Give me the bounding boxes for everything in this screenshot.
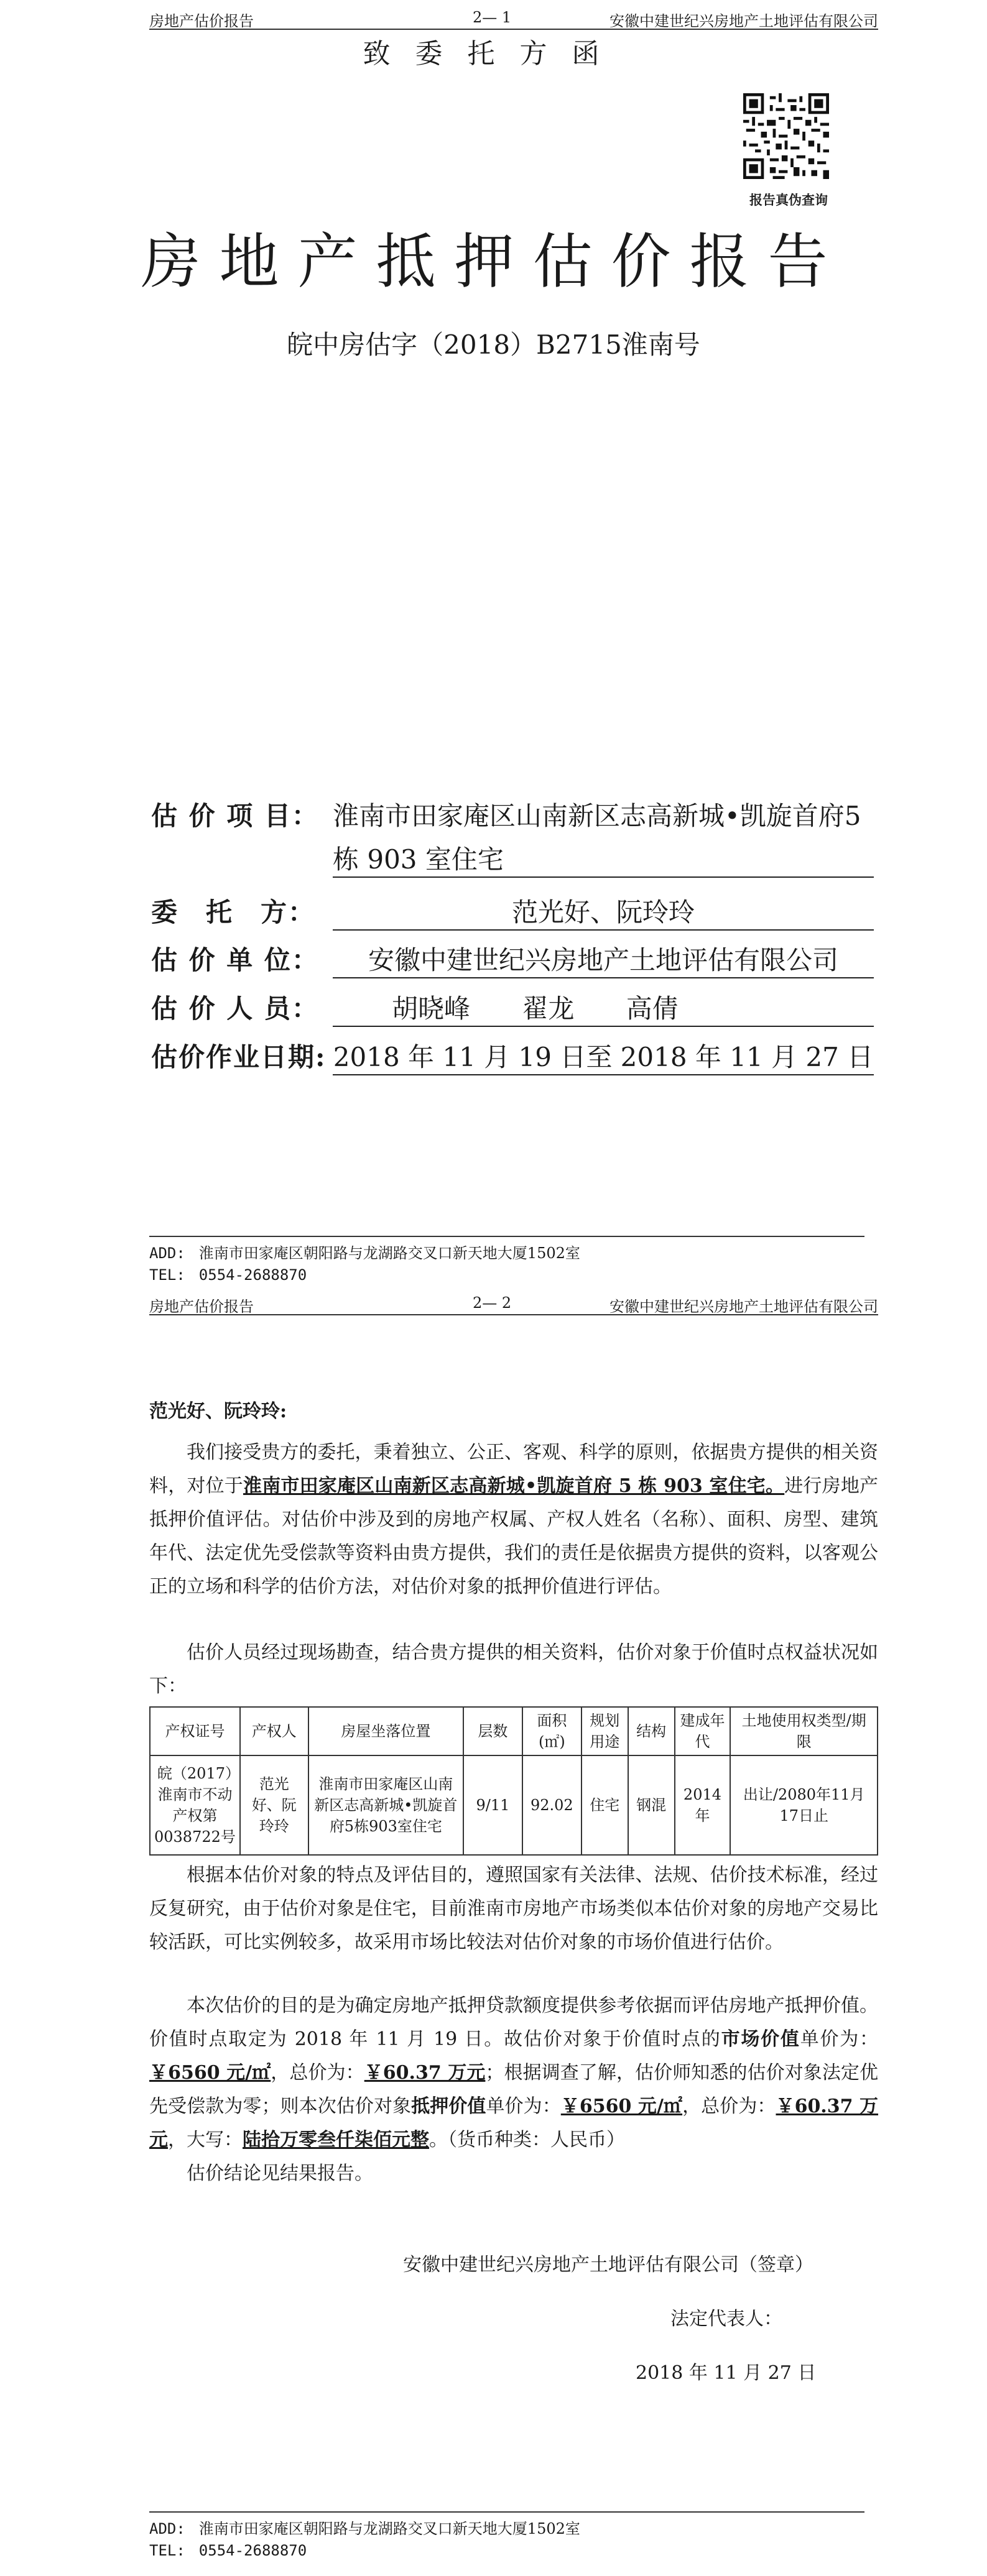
table-header: 建成年代 [675, 1707, 731, 1755]
letter-heading: 致委托方函 [363, 38, 624, 70]
page-header [149, 1292, 878, 1315]
table-header: 面积(㎡) [522, 1707, 582, 1755]
header-right: 安徽中建世纪兴房地产土地评估有限公司 [609, 12, 878, 30]
page-footer [149, 1236, 864, 1284]
signature-date: 2018 年 11 月 27 日 [636, 2362, 817, 2384]
table-header: 产权证号 [150, 1707, 240, 1755]
table-header-row [150, 1707, 878, 1755]
mortgage-total-price: ￥60.37 万元 [149, 2095, 879, 2151]
page-footer [149, 2511, 864, 2559]
report-title: 房地产抵押估价报告 [141, 227, 846, 297]
table-header: 结构 [628, 1707, 675, 1755]
mortgage-unit-price: ￥6560 元/㎡ [560, 2095, 683, 2117]
table-cell: 皖（2017）淮南市不动产权第0038722号 [150, 1755, 240, 1855]
appraiser-name: 胡晓峰 [392, 993, 471, 1024]
table-cell: 住宅 [582, 1755, 628, 1855]
market-value-label: 市场价值 [721, 2028, 800, 2050]
footer-phone-text: 0554-2688870 [198, 1266, 307, 1284]
table-header: 土地使用权类型/期限 [730, 1707, 878, 1755]
firm-value: 安徽中建世纪兴房地产土地评估有限公司 [333, 940, 874, 978]
appraiser-value [333, 988, 874, 1027]
table-cell: 钢混 [628, 1755, 675, 1855]
footer-address-text: 淮南市田家庵区朝阳路与龙湖路交叉口新天地大厦1502室 [198, 2520, 580, 2537]
table-cell: 范光好、阮玲玲 [240, 1755, 308, 1855]
mortgage-value-label: 抵押价值 [411, 2095, 486, 2117]
table-cell: 淮南市田家庵区山南新区志高新城•凯旋首府5栋903室住宅 [308, 1755, 463, 1855]
footer-rule [149, 1236, 864, 1237]
project-label: 估 价 项 目： [151, 801, 319, 831]
table-header: 层数 [463, 1707, 522, 1755]
appraiser-name: 翟龙 [522, 993, 575, 1024]
page-header [149, 6, 878, 30]
paragraph-intro: 我们接受贵方的委托，秉着独立、公正、客观、科学的原则，依据贵方提供的相关资料，对位于淮南市田家庵区山南新区志高新城•凯旋首府 5 栋 903 室住宅。进行房地产抵押价值评估。对估价中涉及到的房地产权属、产权人姓名（名称）、面积、房型、建筑年代、法定优先受偿款等资料由贵方提供，我们的责任是依据贵方提供的资料，以客观公正的立场和科学的估价方法，对估价对象的抵押价值进行评估。 [149, 1442, 879, 1598]
header-left: 房地产估价报告 [149, 1298, 254, 1315]
footer-rule [149, 2511, 864, 2513]
paragraph-method: 根据本估价对象的特点及评估目的，遵照国家有关法律、法规、估价技术标准，经过反复研究，由于估价对象是住宅，目前淮南市房地产市场类似本估价对象的房地产交易比较活跃，可比实例较多，故采用市场比较法对估价对象的市场价值进行估价。 [149, 1864, 878, 1953]
client-value: 范光好、阮玲玲 [333, 892, 874, 931]
table-row [150, 1755, 878, 1855]
signature-firm: 安徽中建世纪兴房地产土地评估有限公司（签章） [403, 2254, 813, 2276]
appraiser-name: 高倩 [626, 993, 679, 1024]
firm-label: 估 价 单 位： [151, 945, 319, 975]
footer-address-text: 淮南市田家庵区朝阳路与龙湖路交叉口新天地大厦1502室 [198, 1244, 580, 1262]
table-header: 房屋坐落位置 [308, 1707, 463, 1755]
market-total-price: ￥60.37 万元 [364, 2062, 486, 2084]
footer-address: ADD: 淮南市田家庵区朝阳路与龙湖路交叉口新天地大厦1502室 [149, 1244, 580, 1262]
header-page-number: 2— 2 [473, 1294, 512, 1312]
table-cell: 2014年 [675, 1755, 731, 1855]
signature-representative: 法定代表人： [670, 2308, 782, 2330]
date-label: 估价作业日期: [151, 1042, 327, 1072]
property-address: 淮南市田家庵区山南新区志高新城•凯旋首府 5 栋 903 室住宅。 [243, 1475, 785, 1497]
table-cell: 92.02 [522, 1755, 582, 1855]
project-value-line1: 淮南市田家庵区山南新区志高新城•凯旋首府5 [333, 801, 861, 831]
document-number: 皖中房估字（2018）B2715淮南号 [287, 329, 700, 360]
client-label: 委 托 方： [151, 897, 316, 927]
footer-address: ADD: 淮南市田家庵区朝阳路与龙湖路交叉口新天地大厦1502室 [149, 2520, 580, 2537]
header-left: 房地产估价报告 [149, 12, 254, 30]
date-value: 2018 年 11 月 19 日至 2018 年 11 月 27 日 [333, 1037, 874, 1075]
project-value-line2: 栋 903 室住宅 [333, 839, 874, 878]
table-cell: 9/11 [463, 1755, 522, 1855]
table-cell: 出让/2080年11月17日止 [730, 1755, 878, 1855]
qr-caption: 报告真伪查询 [749, 193, 828, 208]
table-header: 产权人 [240, 1707, 308, 1755]
header-page-number: 2— 1 [473, 9, 512, 26]
market-unit-price: ￥6560 元/㎡ [149, 2062, 271, 2084]
table-header: 规划用途 [582, 1707, 628, 1755]
letter-addressee: 范光好、阮玲玲: [149, 1401, 287, 1422]
paragraph-closing: 估价结论见结果报告。 [187, 2163, 373, 2184]
property-table [149, 1706, 878, 1856]
amount-in-words: 陆拾万零叁仟柒佰元整 [243, 2129, 429, 2151]
footer-phone: TEL: 0554-2688870 [149, 1266, 307, 1284]
paragraph-survey: 估价人员经过现场勘查，结合贵方提供的相关资料，估价对象于价值时点权益状况如下： [149, 1642, 878, 1697]
paragraph-conclusion: 本次估价的目的是为确定房地产抵押贷款额度提供参考依据而评估房地产抵押价值。价值时点取定为 2018 年 11 月 19 日。故估价对象于价值时点的市场价值单价为：￥6560 元/㎡，总价为：￥60.37 万元；根据调查了解，估价师知悉的估价对象法定优先受偿款为零；则本次估价对象抵押价值单价为：￥6560 元/㎡，总价为：￥60.37 万元，大写：陆拾万零叁仟柒佰元整。（货币种类：人民币） [149, 1995, 879, 2151]
header-right: 安徽中建世纪兴房地产土地评估有限公司 [609, 1298, 878, 1315]
appraiser-label: 估 价 人 员： [151, 993, 319, 1024]
footer-phone-text: 0554-2688870 [198, 2542, 307, 2559]
qr-code-icon[interactable] [743, 93, 829, 179]
footer-phone: TEL: 0554-2688870 [149, 2542, 307, 2559]
